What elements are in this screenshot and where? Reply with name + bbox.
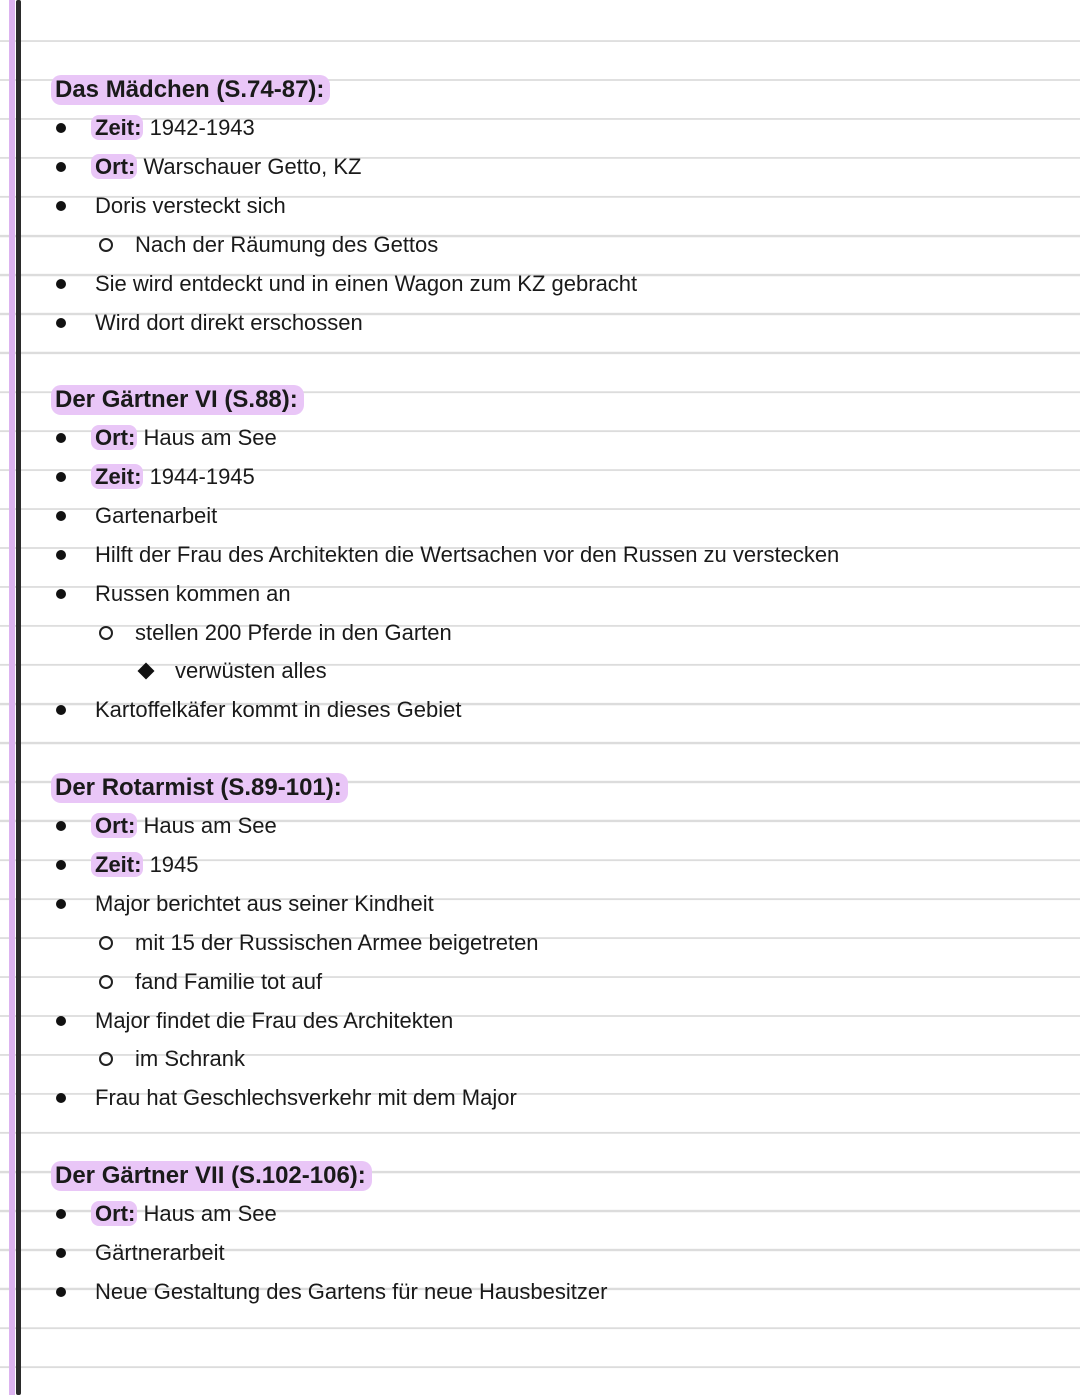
item-text-wrap bbox=[95, 1085, 517, 1111]
list-item bbox=[0, 652, 1080, 691]
bullet-dot-icon bbox=[53, 276, 69, 292]
item-text-wrap bbox=[95, 697, 461, 723]
list-item bbox=[0, 264, 1080, 303]
item-label: Ort: bbox=[91, 813, 137, 838]
list-item bbox=[0, 691, 1080, 730]
list-item bbox=[0, 225, 1080, 264]
item-text: 1942-1943 bbox=[143, 115, 255, 141]
item-text: 1945 bbox=[143, 852, 199, 878]
item-text: Sie wird entdeckt und in einen Wagon zum KZ gebracht bbox=[95, 270, 638, 296]
bullet-dot-icon bbox=[53, 857, 69, 873]
list-item bbox=[0, 613, 1080, 652]
item-text-wrap bbox=[95, 1240, 225, 1266]
item-text: Haus am See bbox=[137, 813, 277, 839]
bullet-dot-icon bbox=[53, 315, 69, 331]
bullet-dot-icon bbox=[53, 1013, 69, 1029]
item-text-wrap bbox=[135, 969, 322, 995]
bullet-dot-icon bbox=[53, 547, 69, 563]
list-item bbox=[0, 1273, 1080, 1312]
bullet-circle-icon bbox=[98, 237, 114, 253]
item-text: Hilft der Frau des Architekten die Wertsachen vor den Russen zu verstecken bbox=[95, 541, 840, 567]
bullet-dot-icon bbox=[53, 1245, 69, 1261]
item-text-wrap bbox=[95, 542, 839, 568]
item-text-wrap bbox=[95, 193, 286, 219]
item-text-wrap bbox=[95, 503, 217, 529]
bullet-dot-icon bbox=[53, 198, 69, 214]
section-title: Der Rotarmist (S.89-101): bbox=[51, 773, 348, 803]
section-title: Das Mädchen (S.74-87): bbox=[51, 75, 330, 105]
item-label: Ort: bbox=[91, 1201, 137, 1226]
item-label: Ort: bbox=[91, 425, 137, 450]
item-text: fand Familie tot auf bbox=[135, 968, 323, 994]
item-text: Haus am See bbox=[137, 1201, 277, 1227]
item-text-wrap bbox=[95, 115, 255, 141]
bullet-circle-icon bbox=[98, 1051, 114, 1067]
bullet-dot-icon bbox=[53, 430, 69, 446]
item-text-wrap bbox=[95, 852, 199, 878]
section-heading bbox=[0, 380, 1080, 419]
list-item bbox=[0, 187, 1080, 226]
bullet-circle-icon bbox=[98, 625, 114, 641]
list-item bbox=[0, 923, 1080, 962]
list-item bbox=[0, 807, 1080, 846]
section-heading bbox=[0, 768, 1080, 807]
item-text: Frau hat Geschlechsverkehr mit dem Major bbox=[95, 1085, 517, 1111]
bullet-dot-icon bbox=[53, 1206, 69, 1222]
item-text: Gartenarbeit bbox=[95, 503, 218, 529]
section-title: Der Gärtner VI (S.88): bbox=[51, 385, 304, 415]
list-item bbox=[0, 497, 1080, 536]
item-text: Major findet die Frau des Architekten bbox=[95, 1007, 454, 1033]
item-text-wrap bbox=[95, 425, 277, 451]
item-text-wrap bbox=[95, 310, 363, 336]
list-item bbox=[0, 574, 1080, 613]
item-label: Zeit: bbox=[91, 852, 143, 877]
list-item bbox=[0, 109, 1080, 148]
bullet-dot-icon bbox=[53, 1284, 69, 1300]
list-item bbox=[0, 962, 1080, 1001]
bullet-circle-icon bbox=[98, 935, 114, 951]
item-text: Russen kommen an bbox=[95, 580, 291, 606]
item-text-wrap bbox=[95, 1008, 453, 1034]
item-text: Warschauer Getto, KZ bbox=[137, 154, 362, 180]
bullet-dot-icon bbox=[53, 818, 69, 834]
list-item bbox=[0, 535, 1080, 574]
item-text: verwüsten alles bbox=[175, 658, 327, 684]
item-text-wrap bbox=[175, 658, 327, 684]
bullet-dot-icon bbox=[53, 508, 69, 524]
bullet-diamond-icon bbox=[138, 663, 154, 679]
section-title: Der Gärtner VII (S.102-106): bbox=[51, 1161, 372, 1191]
item-text: 1944-1945 bbox=[143, 464, 255, 490]
item-text: Doris versteckt sich bbox=[95, 193, 286, 219]
list-item bbox=[0, 1001, 1080, 1040]
section-heading bbox=[0, 70, 1080, 109]
item-text: mit 15 der Russischen Armee beigetreten bbox=[135, 929, 539, 955]
item-text-wrap bbox=[95, 813, 277, 839]
list-item bbox=[0, 846, 1080, 885]
item-text: Nach der Räumung des Gettos bbox=[135, 231, 439, 257]
item-text-wrap bbox=[135, 1046, 245, 1072]
item-text-wrap bbox=[95, 1279, 607, 1305]
item-text-wrap bbox=[95, 271, 637, 297]
bullet-dot-icon bbox=[53, 702, 69, 718]
item-text-wrap bbox=[135, 232, 438, 258]
item-text: Kartoffelkäfer kommt in dieses Gebiet bbox=[95, 697, 462, 723]
bullet-dot-icon bbox=[53, 896, 69, 912]
list-item bbox=[0, 1079, 1080, 1118]
list-item bbox=[0, 1195, 1080, 1234]
list-item bbox=[0, 303, 1080, 342]
item-text-wrap bbox=[95, 581, 291, 607]
section-heading bbox=[0, 1156, 1080, 1195]
item-text-wrap bbox=[135, 930, 539, 956]
list-item bbox=[0, 148, 1080, 187]
item-label: Zeit: bbox=[91, 115, 143, 140]
list-item bbox=[0, 1040, 1080, 1079]
bullet-dot-icon bbox=[53, 120, 69, 136]
item-text-wrap bbox=[95, 154, 361, 180]
bullet-dot-icon bbox=[53, 1090, 69, 1106]
list-item bbox=[0, 458, 1080, 497]
item-text: im Schrank bbox=[135, 1046, 246, 1072]
item-text: Haus am See bbox=[137, 425, 277, 451]
list-item bbox=[0, 419, 1080, 458]
list-item bbox=[0, 1234, 1080, 1273]
list-item bbox=[0, 885, 1080, 924]
item-text: Wird dort direkt erschossen bbox=[95, 309, 363, 335]
bullet-dot-icon bbox=[53, 469, 69, 485]
item-text-wrap bbox=[95, 464, 255, 490]
item-text-wrap bbox=[95, 1201, 277, 1227]
item-text-wrap bbox=[135, 620, 452, 646]
item-text-wrap bbox=[95, 891, 434, 917]
item-text: stellen 200 Pferde in den Garten bbox=[135, 619, 452, 645]
bullet-dot-icon bbox=[53, 586, 69, 602]
item-text: Gärtnerarbeit bbox=[95, 1240, 225, 1266]
item-label: Zeit: bbox=[91, 464, 143, 489]
item-text: Major berichtet aus seiner Kindheit bbox=[95, 891, 434, 917]
item-text: Neue Gestaltung des Gartens für neue Hausbesitzer bbox=[95, 1279, 608, 1305]
bullet-circle-icon bbox=[98, 974, 114, 990]
bullet-dot-icon bbox=[53, 159, 69, 175]
item-label: Ort: bbox=[91, 154, 137, 179]
